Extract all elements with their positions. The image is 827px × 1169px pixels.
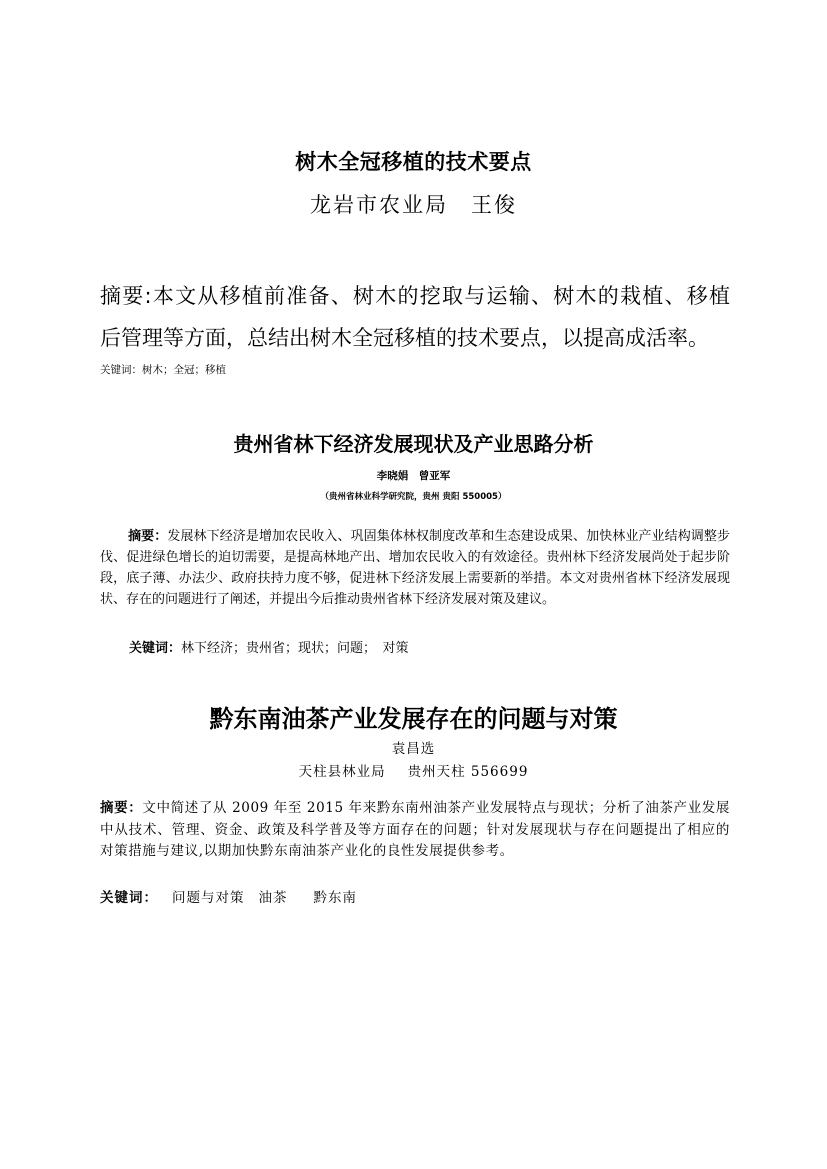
article-3-abstract (100, 798, 730, 863)
article-3-keyword-2: 油茶 (258, 890, 288, 906)
article-2-author: 李晓娟 曾亚军 (376, 470, 451, 482)
article-2-title: 贵州省林下经济发展现状及产业思路分析 (233, 432, 594, 456)
article-3-keyword-1: 问题与对策 (172, 890, 245, 906)
article-2-abstract (100, 526, 730, 610)
article-2-keywords-label: 关键词： (129, 641, 182, 656)
article-3-affiliation-org: 天柱县林业局 (298, 764, 386, 780)
article-3-author: 袁昌选 (391, 741, 436, 757)
article-3-keyword-3: 黔东南 (313, 890, 357, 906)
article-3-abstract-text: 文中简述了从 2009 年至 2015 年来黔东南州油茶产业发展特点与现状；分析了油茶产业发展中从技术、管理、资金、政策及科学普及等方面存在的问题；针对发展现状与存在问题提出了相应的对策措施与建议,以期加快黔东南油茶产业化的良性发展提供参考。 (100, 800, 730, 859)
article-1-abstract (100, 275, 730, 359)
article-3-keywords-label: 关键词： (100, 890, 158, 906)
article-1-author: 龙岩市农业局 王俊 (310, 193, 517, 217)
article-2-keywords (129, 637, 409, 656)
article-1-keywords: 关键词：树木；全冠；移植 (100, 364, 226, 376)
article-2-abstract-text: 发展林下经济是增加农民收入、巩固集体林权制度改革和生态建设成果、加快林业产业结构调整步伐、促进绿色增长的迫切需要，是提高林地产出、增加农民收入的有效途径。贵州林下经济发展尚处于起步阶段，底子薄、办法少、政府扶持力度不够，促进林下经济发展上需要新的举措。本文对贵州省林下经济发展现状、存在的问题进行了阐述，并提出今后推动贵州省林下经济发展对策及建议。 (100, 529, 730, 607)
article-2-keywords-text: 林下经济；贵州省；现状；问题； 对策 (181, 641, 409, 656)
article-3-abstract-label: 摘要： (100, 800, 143, 816)
article-1-title: 树木全冠移植的技术要点 (295, 150, 532, 174)
article-3-affiliation (0, 760, 827, 780)
article-2-affiliation: （贵州省林业科学研究院，贵州 贵阳 550005） (320, 492, 507, 502)
article-3-keywords (100, 886, 357, 906)
article-1-abstract-line-2: 后管理等方面，总结出树木全冠移植的技术要点，以提高成活率。 (100, 326, 709, 350)
article-2-abstract-label: 摘要： (128, 529, 168, 544)
article-1-abstract-line-1: 摘要:本文从移植前准备、树木的挖取与运输、树木的栽植、移植 (100, 284, 730, 308)
article-3-affiliation-place: 贵州天柱 556699 (407, 764, 529, 780)
article-3-title: 黔东南油茶产业发展存在的问题与对策 (209, 705, 618, 733)
